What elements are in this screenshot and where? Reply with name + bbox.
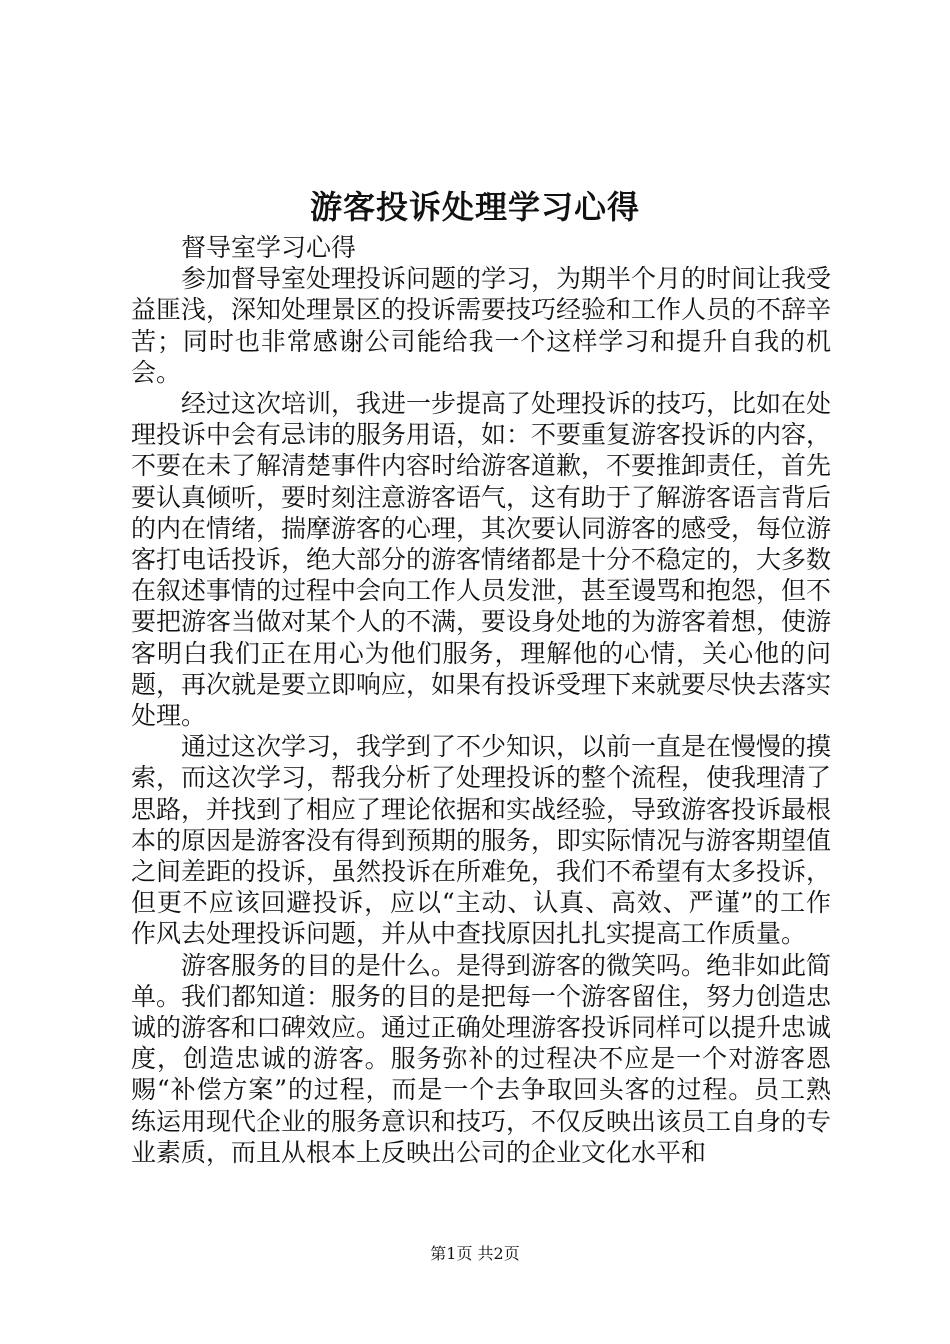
paragraph-subtitle: 督导室学习心得 [181, 233, 357, 262]
paragraph: 经过这次培训，我进一步提高了处理投诉的技巧，比如在处理投诉中会有忌讳的服务用语，如：不要重复游客投诉的内容，不要在未了解清楚事件内容时给游客道歉，不要推卸责任，首先要认真倾听，要时刻注意游客语气，这有助于了解游客语言背后的内在情绪，揣摩游客的心理，其次要认同游客的感受，每位游客打电话投诉，绝大部分的游客情绪都是十分不稳定的，大多数在叙述事情的过程中会向工作人员发泄，甚至谩骂和抱怨，但不要把游客当做对某个人的不满，要设身处地的为游客着想，使游客明白我们正在用心为他们服务，理解他的心情，关心他的问题，再次就是要立即响应，如果有投诉受理下来就要尽快去落实处理。 [131, 389, 832, 731]
paragraph: 通过这次学习，我学到了不少知识，以前一直是在慢慢的摸索，而这次学习，帮我分析了处理投诉的整个流程，使我理清了思路，并找到了相应了理论依据和实战经验，导致游客投诉最根本的原因是游客没有得到预期的服务，即实际情况与游客期望值之间差距的投诉，虽然投诉在所难免，我们不希望有太多投诉，但更不应该回避投诉，应以“主动、认真、高效、严谨”的工作作风去处理投诉问题，并从中查找原因扎扎实提高工作质量。 [131, 732, 832, 949]
page-number-footer: 第1页 共2页 [430, 1244, 520, 1263]
paragraph: 参加督导室处理投诉问题的学习，为期半个月的时间让我受益匪浅，深知处理景区的投诉需要技巧经验和工作人员的不辞辛苦；同时也非常感谢公司能给我一个这样学习和提升自我的机会。 [131, 264, 832, 387]
paragraph: 游客服务的目的是什么。是得到游客的微笑吗。绝非如此简单。我们都知道：服务的目的是把每一个游客留住，努力创造忠诚的游客和口碑效应。通过正确处理游客投诉同样可以提升忠诚度，创造忠诚的游客。服务弥补的过程决不应是一个对游客恩赐“补偿方案”的过程，而是一个去争取回头客的过程。员工熟练运用现代企业的服务意识和技巧，不仅反映出该员工自身的专业素质，而且从根本上反映出公司的企业文化水平和 [131, 950, 832, 1167]
document-body [131, 232, 831, 1168]
document-title: 游客投诉处理学习心得 [309, 188, 640, 226]
